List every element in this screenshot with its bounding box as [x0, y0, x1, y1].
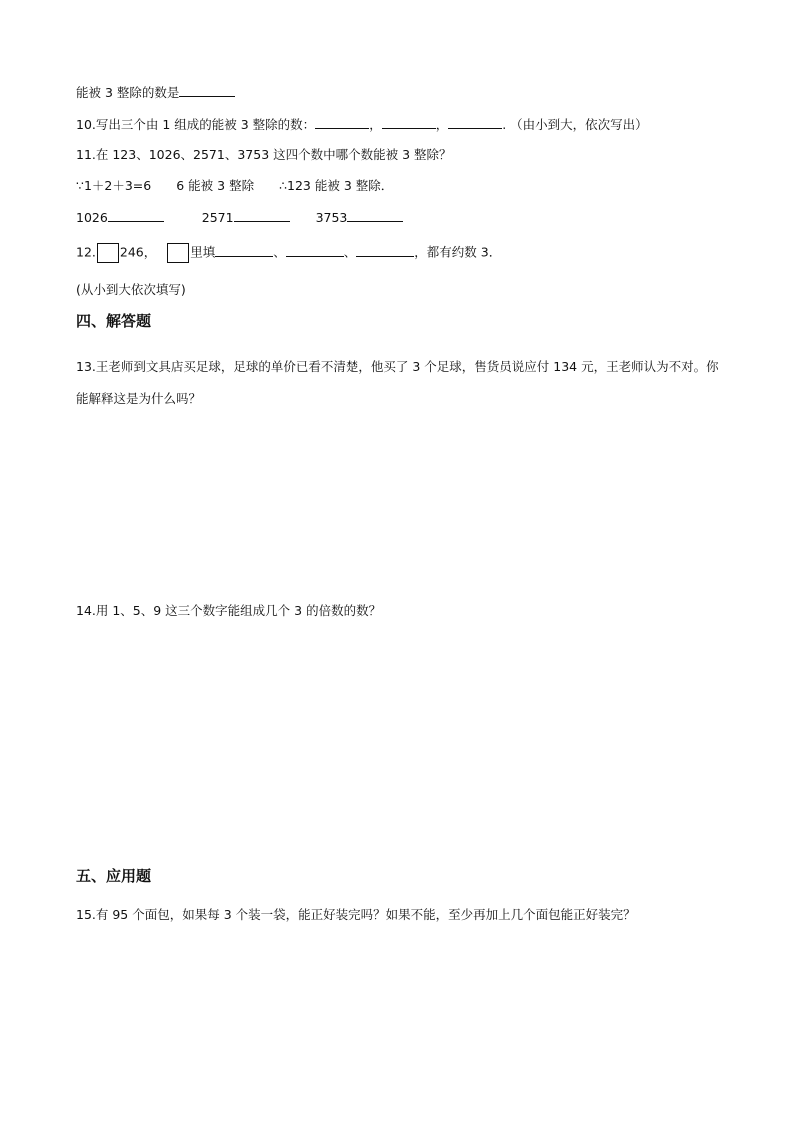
q10-end: . （由小到大，依次写出） [502, 117, 648, 132]
q12-mid: 246， [119, 244, 157, 260]
q15-question: 15.有 95 个面包，如果每 3 个装一袋，能正好装完吗？如果不能，至少再加上几个面包能正好装完？ [76, 907, 636, 922]
q12-blank-1[interactable] [215, 244, 273, 257]
q10-line [76, 116, 648, 133]
q14-question: 14.用 1、5、9 这三个数字能组成几个 3 的倍数的数？ [76, 603, 382, 618]
q11-item-1026: 1026 [76, 210, 108, 225]
q10-blank-3[interactable] [448, 116, 502, 129]
q12-line [76, 243, 501, 263]
q11-item-3753: 3753 [315, 210, 348, 225]
q11-item-2571: 2571 [201, 210, 234, 225]
q9-blank[interactable] [179, 84, 235, 97]
q13-question: 13.王老师到文具店买足球，足球的单价已看不清楚，他买了 3 个足球，售货员说应付 134 元，王老师认为不对。你能解释这是为什么吗？ [76, 359, 719, 406]
q11-blank-3753[interactable] [347, 209, 403, 222]
q11-blank-2571[interactable] [234, 209, 290, 222]
q12-num: 12. [76, 244, 96, 260]
q12-sep-1: 、 [273, 244, 286, 260]
q12-blank-3[interactable] [356, 244, 414, 257]
q12-end: ，都有约数 3． [414, 244, 502, 260]
q10-blank-1[interactable] [315, 116, 369, 129]
q12-digit-box-1[interactable] [97, 243, 119, 263]
q11-example: ∵1＋2＋3=6 6 能被 3 整除 ∴123 能被 3 整除． [76, 178, 394, 193]
q10-sep-1: ， [369, 117, 382, 132]
q11-question: 11.在 123、1026、2571、3753 这四个数中哪个数能被 3 整除？ [76, 147, 452, 162]
q12-digit-box-2[interactable] [167, 243, 189, 263]
q9-line [76, 84, 235, 101]
q12-sep-2: 、 [343, 244, 357, 260]
q10-blank-2[interactable] [382, 116, 436, 129]
q9-prefix: 能被 3 整除的数是 [76, 85, 180, 100]
q11-items [76, 209, 403, 226]
section-4-heading: 四、解答题 [76, 312, 152, 330]
q10-text: 10.写出三个由 1 组成的能被 3 整除的数： [76, 117, 316, 132]
q12-tail: 里填 [190, 244, 216, 260]
q12-blank-2[interactable] [286, 244, 344, 257]
q12-note: (从小到大依次填写) [76, 282, 186, 297]
q10-sep-2: ， [435, 117, 449, 132]
section-5-heading: 五、应用题 [76, 867, 152, 885]
q11-blank-1026[interactable] [108, 209, 164, 222]
